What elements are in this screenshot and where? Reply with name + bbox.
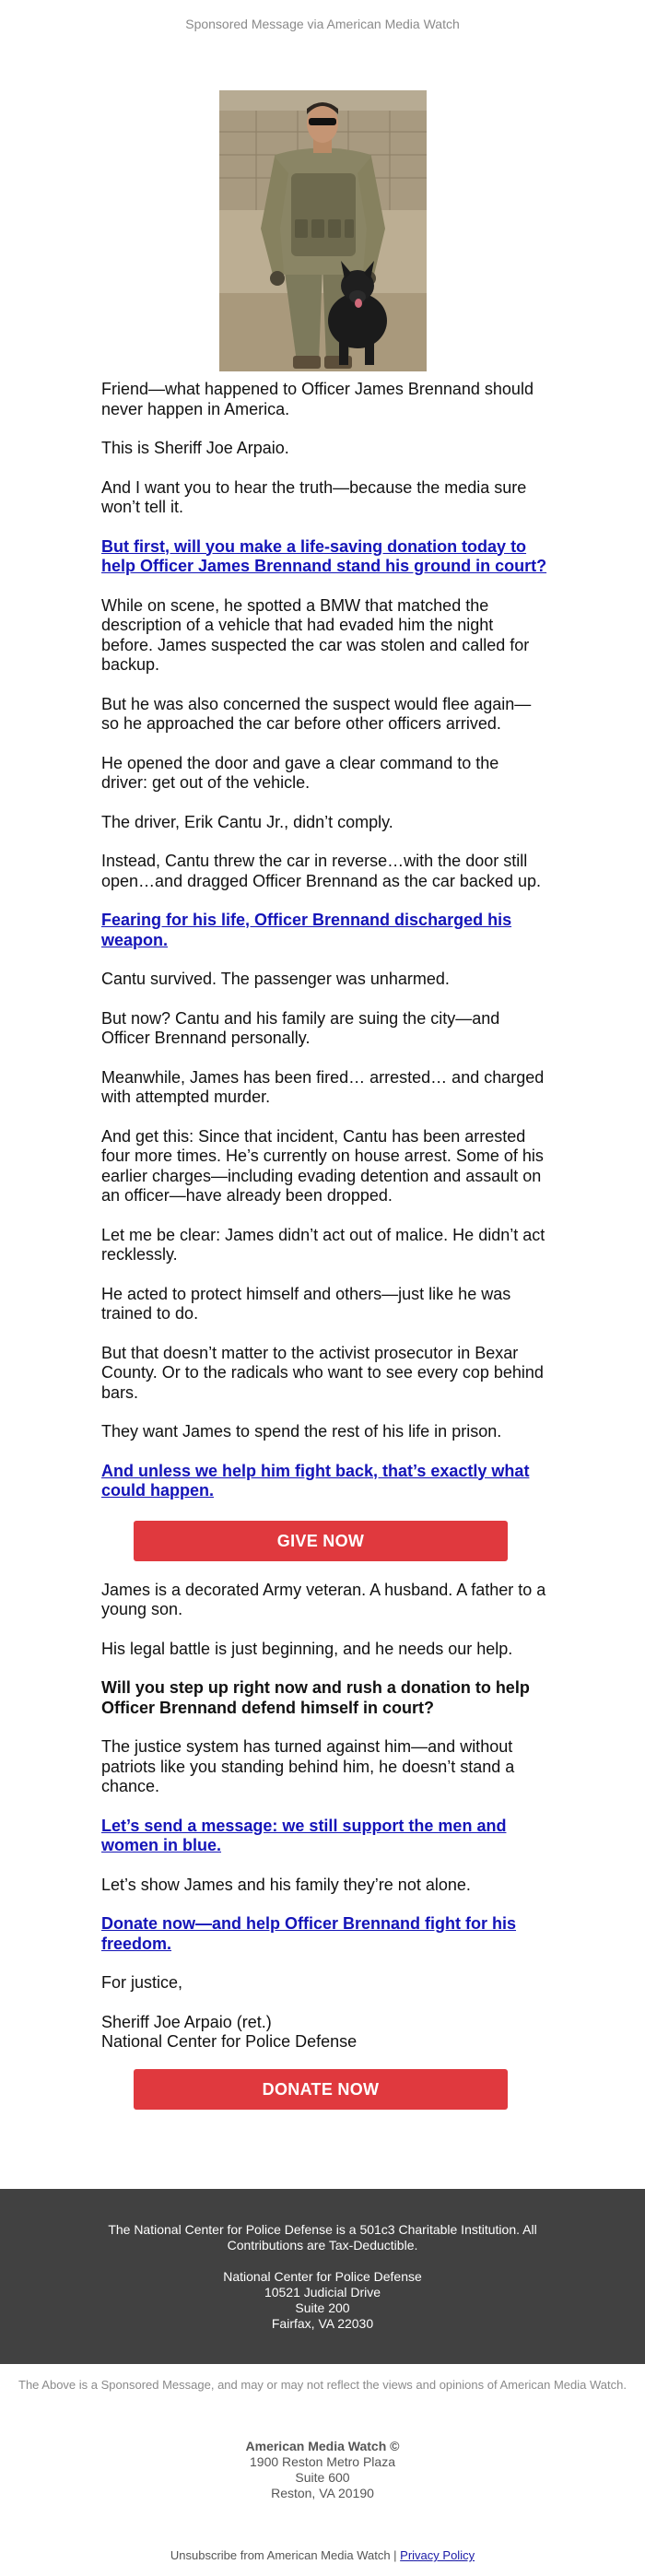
paragraph: Let me be clear: James didn’t act out of malice. He didn’t act recklessly.: [101, 1225, 545, 1264]
sponsored-header: [0, 0, 645, 37]
paragraph: But he was also concerned the suspect would flee again—so he approached the car before other officers arrived.: [101, 694, 532, 733]
org-address: [0, 2269, 645, 2332]
charity-footer: [0, 2189, 645, 2364]
paragraph: Meanwhile, James has been fired… arrested… and charged with attempted murder.: [101, 1067, 545, 1106]
paragraph: Friend—what happened to Officer James Brennand should never happen in America.: [101, 380, 534, 418]
paragraph: And get this: Since that incident, Cantu has been arrested four more times. He’s currently on house arrest. Some of his earlier charges—including evading detention and assault on an officer—have already been dropped.: [101, 1126, 544, 1205]
charity-statement: [0, 2222, 645, 2253]
sponsored-text: Sponsored Message via American Media Watch: [185, 17, 460, 31]
paragraph: His legal battle is just beginning, and he needs our help.: [101, 1639, 513, 1658]
paragraph: And I want you to hear the truth—because the media sure won’t tell it.: [101, 477, 527, 516]
paragraph: James is a decorated Army veteran. A husband. A father to a young son.: [101, 1580, 546, 1618]
sponsored-disclaimer: The Above is a Sponsored Message, and may or may not reflect the views and opinions of American Media Watch.: [18, 2378, 627, 2392]
paragraph: Instead, Cantu threw the car in reverse…with the door still open…and dragged Officer Brennand as the car backed up.: [101, 852, 541, 890]
paragraph: They want James to spend the rest of his life in prison.: [101, 1422, 502, 1441]
bold-appeal: Will you step up right now and rush a donation to help Officer Brennand defend himself in court?: [101, 1678, 530, 1717]
address-line: Fairfax, VA 22030: [271, 2316, 374, 2331]
paragraph: Let’s show James and his family they’re not alone.: [101, 1875, 471, 1894]
address-line: Reston, VA 20190: [271, 2486, 374, 2500]
donation-link[interactable]: But first, will you make a life-saving donation today to help Officer James Brennand stand his ground in court?: [101, 536, 547, 575]
paragraph: But that doesn’t matter to the activist prosecutor in Bexar County. Or to the radicals who want to see every cop behind bars.: [101, 1343, 544, 1402]
address-line: Suite 200: [295, 2300, 350, 2315]
letter-body: [101, 380, 548, 2129]
privacy-policy-link[interactable]: Privacy Policy: [400, 2548, 475, 2562]
amw-name: American Media Watch ©: [245, 2439, 400, 2453]
hero-photo: [219, 90, 427, 371]
charity-line: Contributions are Tax-Deductible.: [227, 2238, 418, 2253]
paragraph: This is Sheriff Joe Arpaio.: [101, 439, 289, 457]
signature-org: National Center for Police Defense: [101, 2032, 358, 2051]
address-line: Suite 600: [295, 2470, 350, 2485]
support-link[interactable]: Let’s send a message: we still support the men and women in blue.: [101, 1816, 507, 1854]
paragraph: The driver, Erik Cantu Jr., didn’t comply.: [101, 812, 393, 831]
address-line: 10521 Judicial Drive: [264, 2285, 381, 2300]
photo-officer-with-dog-icon: [219, 90, 427, 371]
paragraph: But now? Cantu and his family are suing the city—and Officer Brennand personally.: [101, 1008, 500, 1047]
unsubscribe-bar: [0, 2548, 645, 2562]
paragraph: He opened the door and gave a clear command to the driver: get out of the vehicle.: [101, 753, 499, 792]
fight-back-link[interactable]: And unless we help him fight back, that’s exactly what could happen.: [101, 1461, 530, 1500]
paragraph: He acted to protect himself and others—just like he was trained to do.: [101, 1284, 511, 1323]
unsubscribe-link[interactable]: Unsubscribe from American Media Watch: [170, 2548, 391, 2562]
weapon-link[interactable]: Fearing for his life, Officer Brennand discharged his weapon.: [101, 911, 512, 949]
signature: [101, 2013, 548, 2053]
give-now-button[interactable]: GIVE NOW: [134, 1521, 508, 1561]
donate-now-link[interactable]: Donate now—and help Officer Brennand fight for his freedom.: [101, 1914, 517, 1953]
org-name: National Center for Police Defense: [223, 2269, 422, 2284]
amw-address: [0, 2439, 645, 2501]
paragraph: While on scene, he spotted a BMW that matched the description of a vehicle that had evaded him the night before. James suspected the car was stolen and called for backup.: [101, 595, 530, 674]
donate-now-button[interactable]: DONATE NOW: [134, 2069, 508, 2110]
signature-name: Sheriff Joe Arpaio (ret.): [101, 2012, 272, 2031]
paragraph: Cantu survived. The passenger was unharmed.: [101, 970, 450, 988]
paragraph: The justice system has turned against him—and without patriots like you standing behind him, he doesn’t stand a chance.: [101, 1737, 515, 1795]
address-line: 1900 Reston Metro Plaza: [250, 2454, 395, 2469]
closing: For justice,: [101, 1973, 183, 1992]
separator: |: [390, 2548, 401, 2562]
charity-line: The National Center for Police Defense is a 501c3 Charitable Institution. All: [108, 2222, 537, 2237]
